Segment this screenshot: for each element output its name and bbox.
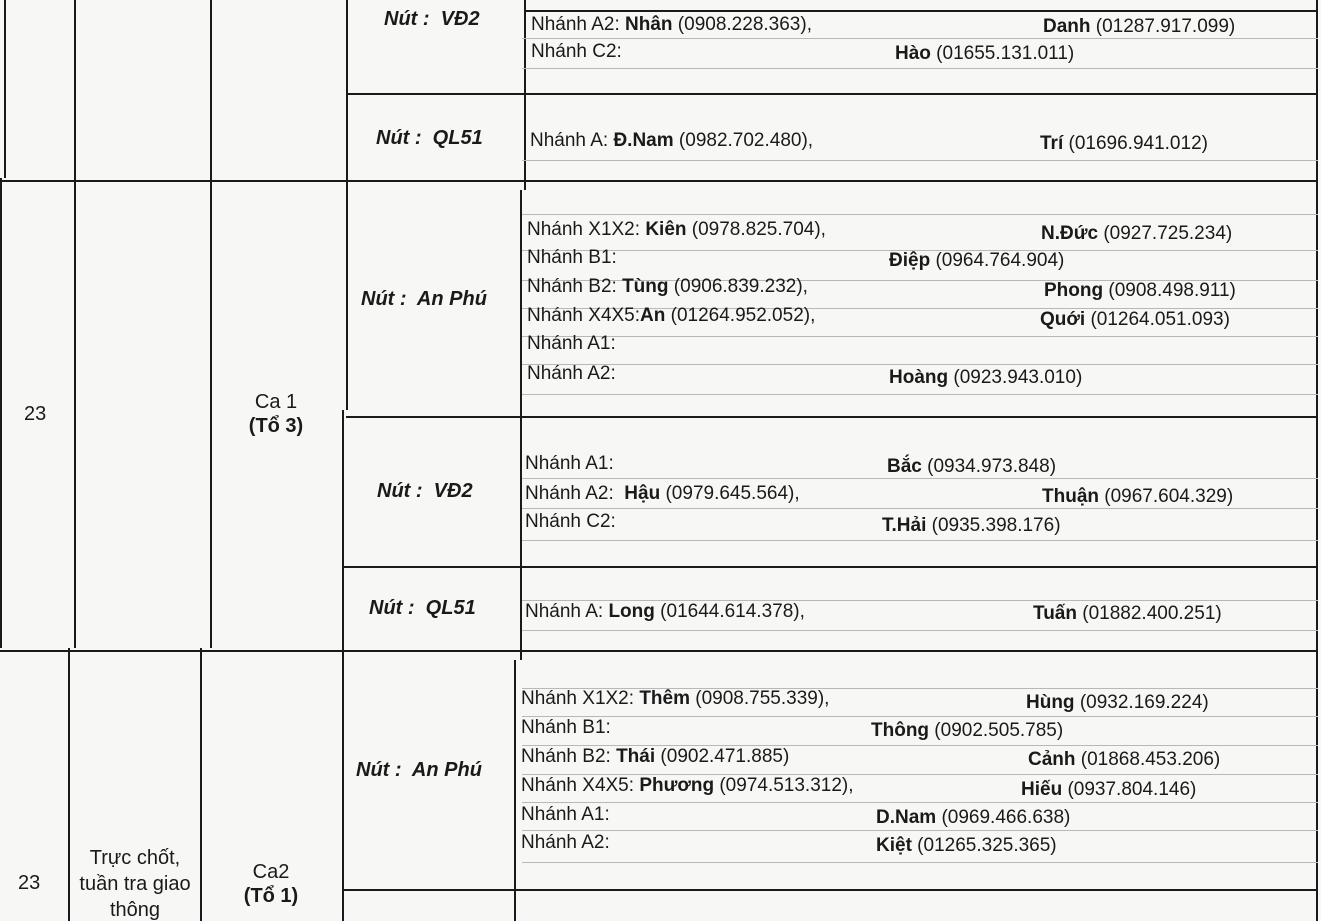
branch-label: Nhánh A2: <box>521 832 610 853</box>
col-border <box>520 190 522 660</box>
staff-phone: (0969.466.638) <box>936 807 1071 828</box>
staff-phone: (0979.645.564), <box>660 483 800 504</box>
branch-line <box>521 717 611 739</box>
branch-line <box>525 511 616 533</box>
branch-label: Nhánh A2: <box>531 14 626 35</box>
node-name: QL51 <box>425 597 476 619</box>
branch-line <box>521 804 610 826</box>
branch-line <box>525 453 614 475</box>
staff-name: Hoàng <box>889 367 949 388</box>
row-border <box>524 10 1318 12</box>
staff-phone: (0967.604.329) <box>1099 486 1234 507</box>
branch-line-person <box>889 367 1082 389</box>
staff-phone: (0937.804.146) <box>1062 779 1197 800</box>
node-label <box>369 597 476 620</box>
row-border <box>346 416 1318 418</box>
node-name: VĐ2 <box>433 480 473 502</box>
col-border <box>200 648 202 921</box>
branch-label: Nhánh C2: <box>531 41 622 62</box>
branch-line-second-person <box>1043 16 1235 38</box>
node-name: An Phú <box>416 288 487 310</box>
branch-label: Nhánh B2: <box>527 276 623 297</box>
row-number: 23 <box>24 403 47 425</box>
branch-line <box>527 219 826 241</box>
shift-name: Ca2 <box>252 861 290 883</box>
staff-name: Đ.Nam <box>613 130 674 151</box>
staff-phone: (01696.941.012) <box>1063 133 1208 154</box>
staff-phone: (0934.973.848) <box>921 456 1057 477</box>
staff-phone: (01265.325.365) <box>911 835 1057 856</box>
branch-line <box>531 41 622 63</box>
staff-name: Quới <box>1040 309 1086 330</box>
branch-label: Nhánh A1: <box>521 804 610 825</box>
staff-phone: (0902.505.785) <box>929 720 1064 741</box>
node-name: An Phú <box>411 759 482 781</box>
node-prefix: Nút : <box>361 288 407 310</box>
branch-line-second-person <box>1040 309 1230 331</box>
branch-label: Nhánh B1: <box>527 247 617 268</box>
staff-name: Hiếu <box>1021 779 1063 800</box>
node-prefix: Nút : <box>356 759 402 781</box>
staff-name: Thuận <box>1042 486 1099 507</box>
branch-label: Nhánh A2: <box>525 483 625 504</box>
staff-name: Thêm <box>639 688 690 709</box>
branch-line-person <box>882 515 1061 537</box>
task-description: Trực chốt, tuần tra giao thông <box>79 847 191 921</box>
staff-name: Hậu <box>624 483 661 504</box>
col-border <box>524 0 526 190</box>
col-border <box>74 0 76 648</box>
branch-line-second-person <box>1040 133 1208 155</box>
staff-phone: (01655.131.011) <box>930 43 1075 64</box>
staff-name: Điệp <box>889 250 931 271</box>
branch-line-person <box>876 835 1057 857</box>
branch-label: Nhánh A1: <box>527 333 616 354</box>
branch-line <box>521 688 829 710</box>
staff-name: Long <box>608 601 655 622</box>
staff-name: Kiên <box>645 219 687 240</box>
node-prefix: Nút : <box>376 127 422 149</box>
shift-cell <box>226 390 326 438</box>
col-border <box>4 0 6 178</box>
row-border <box>0 180 1318 182</box>
col-border <box>514 660 516 921</box>
branch-label: Nhánh C2: <box>525 511 616 532</box>
branch-line-second-person <box>1042 486 1233 508</box>
staff-phone: (0908.228.363), <box>672 14 812 35</box>
branch-line-person <box>876 807 1070 829</box>
node-label <box>361 288 487 311</box>
staff-phone: (01264.051.093) <box>1085 309 1230 330</box>
row-border <box>342 889 1318 891</box>
branch-line <box>527 247 617 269</box>
staff-phone: (0935.398.176) <box>926 515 1061 536</box>
branch-line-person <box>895 43 1074 65</box>
branch-label: Nhánh A: <box>525 601 609 622</box>
team-name: (Tổ 3) <box>248 415 304 437</box>
branch-line <box>525 601 805 623</box>
row-border <box>346 93 1318 95</box>
staff-phone: (01264.952.052), <box>665 305 816 326</box>
team-name: (Tổ 1) <box>243 885 299 907</box>
staff-phone: (01287.917.099) <box>1090 16 1236 37</box>
node-label <box>376 127 483 150</box>
branch-line-second-person <box>1044 280 1236 302</box>
branch-label: Nhánh B1: <box>521 717 611 738</box>
branch-label: Nhánh A1: <box>525 453 614 474</box>
staff-phone: (0906.839.232), <box>668 276 808 297</box>
branch-label: Nhánh A2: <box>527 363 616 384</box>
col-border <box>346 0 348 410</box>
branch-line-second-person <box>1026 692 1209 714</box>
staff-name: Cảnh <box>1028 749 1076 770</box>
branch-line-person <box>871 720 1063 742</box>
staff-phone: (01882.400.251) <box>1076 603 1222 624</box>
node-prefix: Nút : <box>377 480 423 502</box>
shift-cell <box>221 860 321 908</box>
branch-line <box>525 483 800 505</box>
staff-name: Phương <box>639 775 715 796</box>
staff-phone: (0923.943.010) <box>948 367 1083 388</box>
branch-line-second-person <box>1041 223 1232 245</box>
branch-line-second-person <box>1028 749 1220 771</box>
branch-line <box>527 305 815 327</box>
node-prefix: Nút : <box>384 8 430 30</box>
branch-line-second-person <box>1021 779 1196 801</box>
branch-label: Nhánh X1X2: <box>521 688 640 709</box>
staff-name: Thái <box>616 746 656 767</box>
staff-name: Trí <box>1040 133 1064 154</box>
staff-phone: (0974.513.312), <box>714 775 854 796</box>
row-number: 23 <box>18 872 41 894</box>
col-border <box>342 410 344 921</box>
col-border <box>210 0 212 648</box>
branch-line <box>521 832 610 854</box>
branch-line-second-person <box>1033 603 1222 625</box>
staff-phone: (0964.764.904) <box>930 250 1065 271</box>
staff-phone: (0982.702.480), <box>673 130 814 151</box>
staff-name: Hùng <box>1026 692 1075 713</box>
staff-phone: (01868.453.206) <box>1075 749 1221 770</box>
branch-label: Nhánh X1X2: <box>527 219 646 240</box>
row-border <box>0 650 1318 652</box>
staff-name: Hào <box>895 43 931 64</box>
shift-name: Ca 1 <box>254 391 298 413</box>
staff-phone: (0908.755.339), <box>690 688 830 709</box>
branch-label: Nhánh X4X5: <box>521 775 640 796</box>
staff-name: Tùng <box>622 276 669 297</box>
staff-name: An <box>640 305 666 326</box>
node-label <box>384 8 480 31</box>
branch-line <box>521 775 854 797</box>
branch-label: Nhánh X4X5: <box>527 305 641 326</box>
staff-phone: (01644.614.378), <box>654 601 805 622</box>
staff-phone: (0978.825.704), <box>686 219 826 240</box>
staff-name: Kiệt <box>876 835 912 856</box>
row-border <box>342 566 1318 568</box>
staff-name: T.Hải <box>882 515 927 536</box>
branch-label: Nhánh A: <box>530 130 614 151</box>
branch-line-person <box>887 456 1056 478</box>
staff-phone: (0927.725.234) <box>1098 223 1233 244</box>
branch-label: Nhánh B2: <box>521 746 617 767</box>
branch-line <box>527 363 616 385</box>
node-name: QL51 <box>432 127 483 149</box>
branch-line <box>527 333 616 355</box>
branch-line <box>521 746 789 768</box>
staff-name: Danh <box>1043 16 1091 37</box>
node-name: VĐ2 <box>440 8 480 30</box>
col-border <box>0 178 2 648</box>
staff-name: Bắc <box>887 456 922 477</box>
staff-name: D.Nam <box>876 807 937 828</box>
col-border <box>1316 0 1318 921</box>
branch-line <box>531 14 812 36</box>
staff-phone: (0902.471.885) <box>655 746 790 767</box>
node-label <box>356 759 482 782</box>
staff-phone: (0932.169.224) <box>1074 692 1209 713</box>
staff-name: Phong <box>1044 280 1104 301</box>
node-prefix: Nút : <box>369 597 415 619</box>
staff-name: N.Đức <box>1041 223 1099 244</box>
staff-name: Nhân <box>625 14 673 35</box>
branch-line <box>527 276 808 298</box>
branch-line-person <box>889 250 1064 272</box>
branch-line <box>530 130 813 152</box>
staff-name: Thông <box>871 720 930 741</box>
staff-phone: (0908.498.911) <box>1103 280 1236 301</box>
node-label <box>377 480 473 503</box>
staff-name: Tuấn <box>1033 603 1077 624</box>
